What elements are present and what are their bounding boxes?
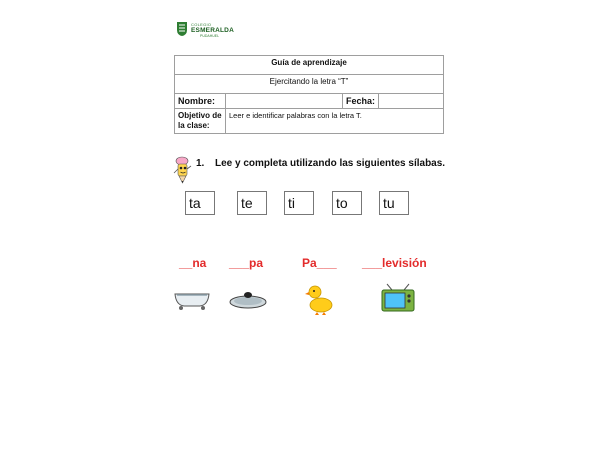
logo-subcaption: PUDAHUEL [200,34,220,38]
school-logo [176,20,236,42]
instruction-number: 1. [196,158,205,169]
guide-title: Guía de aprendizaje [175,56,444,75]
syllable-box: ti [284,191,314,215]
objetivo-label [175,109,226,134]
objetivo-label-line2: la clase: [178,121,210,130]
word-pa-blank: Pa___ [302,256,337,270]
syllable-box: te [237,191,267,215]
pencil-mascot-icon [172,155,194,185]
info-table [174,55,444,134]
instruction-text: Lee y completa utilizando las siguientes sílabas. [215,158,446,169]
logo-caption: COLEGIO [191,22,212,27]
bathtub-icon [172,287,212,311]
pot-lid-icon [228,289,268,311]
word-blank-pa: ___pa [229,256,264,270]
logo-name: ESMERALDA [191,27,234,34]
nombre-label: Nombre: [175,94,226,109]
guide-subtitle: Ejercitando la letra “T” [175,75,444,94]
word-blank-levision: ___levisión [362,256,427,270]
fecha-label: Fecha: [343,94,379,109]
syllable-box: ta [185,191,215,215]
syllable-box: tu [379,191,409,215]
objetivo-label-line1: Objetivo de [178,111,222,120]
objetivo-value: Leer e identificar palabras con la letra T. [226,109,444,134]
shield-icon [176,21,188,37]
fecha-field[interactable] [379,94,444,109]
word-blank-na: __na [179,256,207,270]
television-icon [380,283,416,313]
syllable-box: to [332,191,362,215]
nombre-field[interactable] [226,94,343,109]
duck-icon [305,282,335,316]
